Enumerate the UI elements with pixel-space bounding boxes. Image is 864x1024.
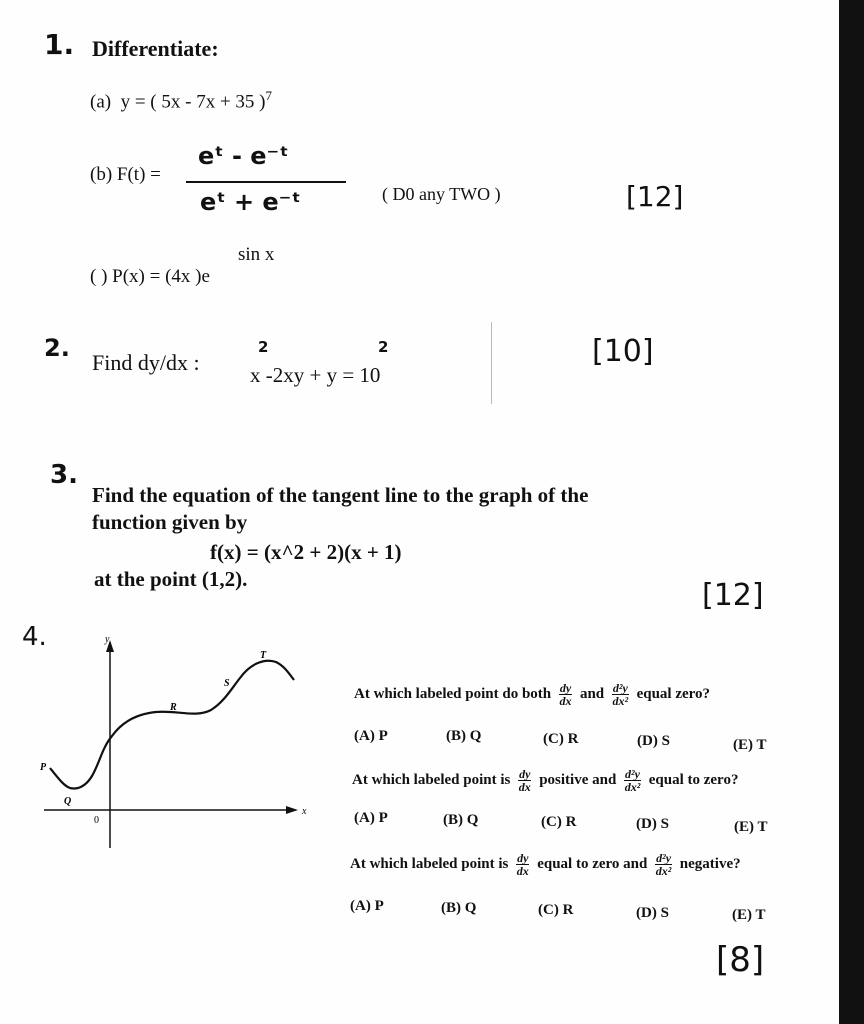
frac-den: dx <box>516 864 529 878</box>
label-origin: 0 <box>94 815 99 826</box>
label-R: R <box>170 702 177 713</box>
q4-q2-pre: At which labeled point is <box>352 771 511 788</box>
q1-title: Differentiate: <box>92 36 219 61</box>
q4-question-1 <box>354 682 710 707</box>
q2-exponent-1: 2 <box>258 338 269 356</box>
q4-q2-post: equal to zero? <box>648 771 739 788</box>
label-y: y <box>105 634 110 645</box>
dy-dx-fraction <box>518 768 531 793</box>
q4-q3-option-b[interactable]: (B) Q <box>441 900 477 916</box>
frac-num: d²y <box>612 681 628 695</box>
q3-line2: function given by <box>92 510 248 534</box>
q1-number: 1. <box>44 28 75 61</box>
q4-q2-option-d[interactable]: (D) S <box>636 816 669 832</box>
q2-marks: [10] <box>592 334 654 369</box>
d2y-dx2-fraction <box>612 682 629 707</box>
q4-number: 4. <box>22 622 47 652</box>
q4-question-3 <box>350 852 741 877</box>
q1a-text: (a) <box>90 91 112 113</box>
q4-q1-option-c[interactable]: (C) R <box>543 731 579 747</box>
q4-q2-option-a[interactable]: (A) P <box>354 810 388 826</box>
dy-dx-fraction <box>559 682 572 707</box>
q4-graph <box>36 628 336 858</box>
q4-q1-post: equal zero? <box>636 685 711 702</box>
q1c-expr: ( ) P(x) = (4x )e <box>90 266 210 287</box>
label-x: x <box>302 806 307 817</box>
q2-term-rhs: = 10 <box>342 363 381 387</box>
q2-exponent-2: 2 <box>378 338 389 356</box>
frac-den: dx² <box>624 780 641 794</box>
q1b-label: (b) F(t) = <box>90 164 161 185</box>
frac-den: dx <box>518 780 531 794</box>
q4-q3-pre: At which labeled point is <box>350 855 509 872</box>
q3-function: f(x) = (x^2 + 2)(x + 1) <box>210 540 402 564</box>
label-T: T <box>260 650 267 661</box>
label-P: P <box>40 762 47 773</box>
d2y-dx2-fraction <box>655 852 672 877</box>
scan-mark <box>491 322 492 404</box>
q4-q2-option-e[interactable]: (E) T <box>734 819 768 835</box>
q4-q3-option-d[interactable]: (D) S <box>636 905 669 921</box>
x-axis-arrow <box>286 806 298 814</box>
q2-term-x: x <box>250 363 261 387</box>
q4-q3-option-a[interactable]: (A) P <box>350 898 384 914</box>
q1a-exponent: 7 <box>265 88 273 103</box>
q4-q1-option-b[interactable]: (B) Q <box>446 728 482 744</box>
q4-q1-option-a[interactable]: (A) P <box>354 728 388 744</box>
q3-line1: Find the equation of the tangent line to the graph of the <box>92 483 589 507</box>
frac-den: dx <box>559 694 572 708</box>
q1b-fraction-bar <box>186 181 346 183</box>
q3-marks: [12] <box>702 578 764 613</box>
q4-q3-mid: equal to zero and <box>537 855 648 872</box>
frac-num: dy <box>519 767 531 781</box>
q2-equation <box>250 363 380 388</box>
label-Q: Q <box>64 796 72 807</box>
d2y-dx2-fraction <box>624 768 641 793</box>
q1a <box>90 88 272 113</box>
q3-line3: at the point (1,2). <box>94 567 248 591</box>
q4-q1-option-e[interactable]: (E) T <box>733 737 767 753</box>
q1-instruction: ( D0 any TWO ) <box>382 184 501 204</box>
q1b-numerator: eᵗ - e⁻ᵗ <box>198 142 289 170</box>
q4-q1-mid: and <box>579 685 605 702</box>
q4-q2-mid: positive and <box>539 771 617 788</box>
q2-number: 2. <box>44 334 70 362</box>
q4-q2-option-b[interactable]: (B) Q <box>443 812 479 828</box>
dy-dx-fraction <box>516 852 529 877</box>
q4-q2-option-c[interactable]: (C) R <box>541 814 577 830</box>
frac-den: dx² <box>655 864 672 878</box>
q4-q3-option-c[interactable]: (C) R <box>538 902 574 918</box>
q2-term-mid: -2xy + y <box>265 363 338 387</box>
q2-prompt: Find dy/dx : <box>92 350 200 375</box>
frac-num: d²y <box>625 767 640 781</box>
q4-q3-option-e[interactable]: (E) T <box>732 907 766 923</box>
q4-question-2 <box>352 768 738 793</box>
frac-num: dy <box>559 681 572 695</box>
q1a-expr: y = ( 5x - 7x + 35 ) <box>120 91 266 113</box>
q1-marks: [12] <box>626 180 684 213</box>
frac-den: dx² <box>612 694 629 708</box>
q4-q3-post: negative? <box>679 855 741 872</box>
q4-marks: [8] <box>716 940 765 980</box>
q4-q1-option-d[interactable]: (D) S <box>637 733 670 749</box>
q1b-denominator: eᵗ + e⁻ᵗ <box>200 188 301 216</box>
q1c-exponent: sin x <box>238 244 275 265</box>
q4-q1-pre: At which labeled point do both <box>354 685 552 702</box>
frac-num: dy <box>517 851 529 865</box>
label-S: S <box>224 678 230 689</box>
frac-num: d²y <box>656 851 672 865</box>
function-curve <box>50 661 294 789</box>
q3-number: 3. <box>50 460 78 490</box>
